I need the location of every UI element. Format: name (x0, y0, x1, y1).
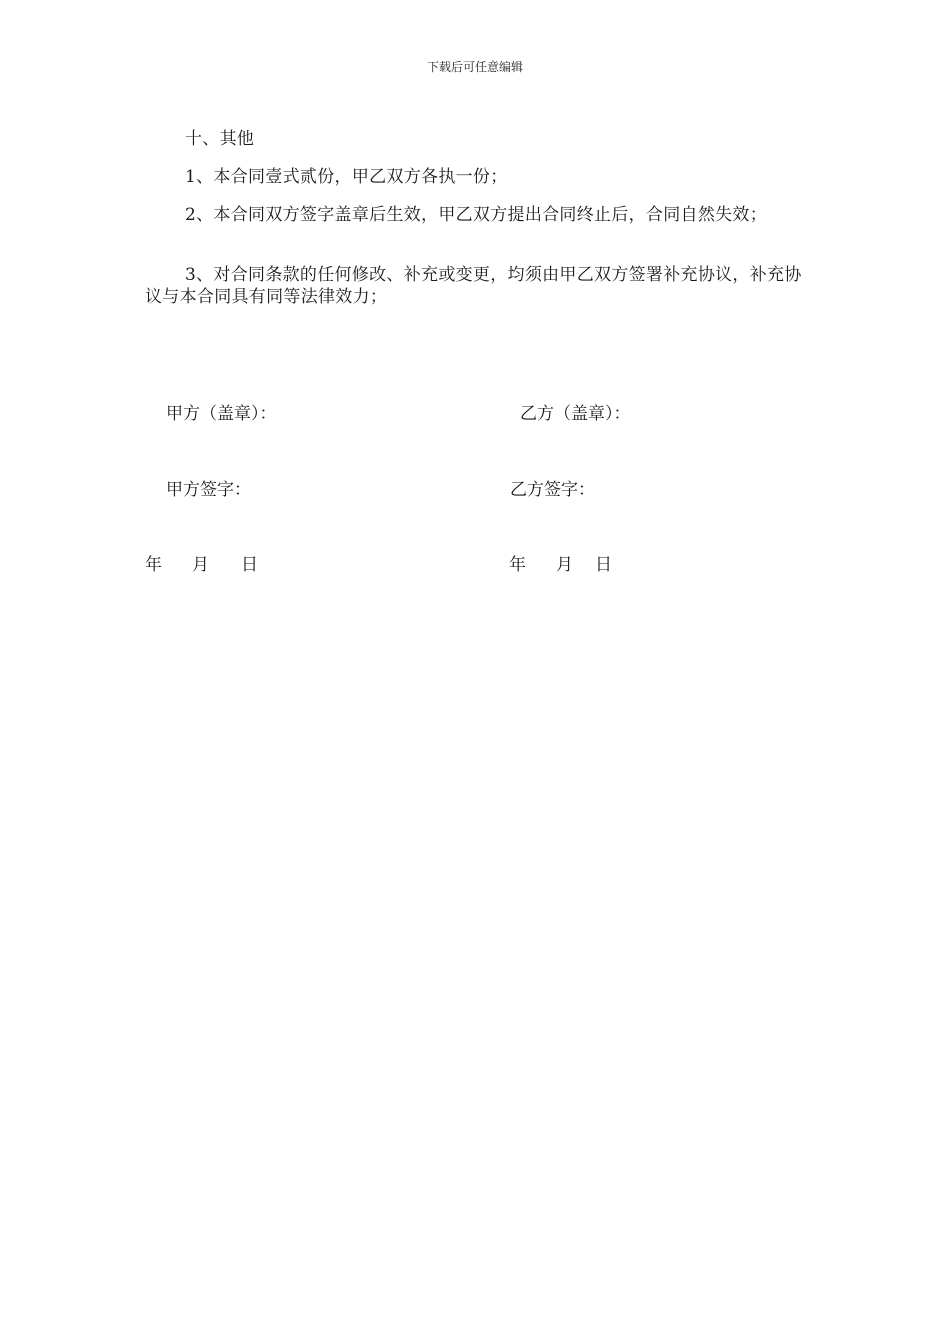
clause-2: 2、本合同双方签字盖章后生效，甲乙双方提出合同终止后，合同自然失效； (185, 205, 768, 225)
party-b-date-day: 日 (595, 555, 612, 575)
party-b-date-year: 年 (509, 555, 526, 575)
section-title: 十、其他 (185, 129, 255, 149)
clause-2-block (145, 204, 805, 226)
clause-3: 3、对合同条款的任何修改、补充或变更，均须由甲乙双方签署补充协议，补充协议与本合同具有同等法律效力； (145, 265, 802, 307)
clause-3-block (145, 264, 805, 308)
party-a-seal-label: 甲方（盖章）： (166, 404, 277, 424)
party-a-date-day: 日 (241, 555, 258, 575)
party-b-date-month: 月 (556, 555, 573, 575)
party-a-sign-label: 甲方签字： (166, 480, 251, 500)
page-header-note: 下载后可任意编辑 (426, 60, 523, 74)
party-b-seal-label: 乙方（盖章）： (520, 404, 631, 424)
clause-1: 1、本合同壹式贰份，甲乙双方各执一份； (185, 167, 508, 187)
party-b-sign-label: 乙方签字： (510, 480, 595, 500)
party-a-date-year: 年 (145, 555, 162, 575)
clause-1-block (145, 166, 805, 188)
party-a-date-month: 月 (192, 555, 209, 575)
section-title-block (145, 128, 805, 150)
